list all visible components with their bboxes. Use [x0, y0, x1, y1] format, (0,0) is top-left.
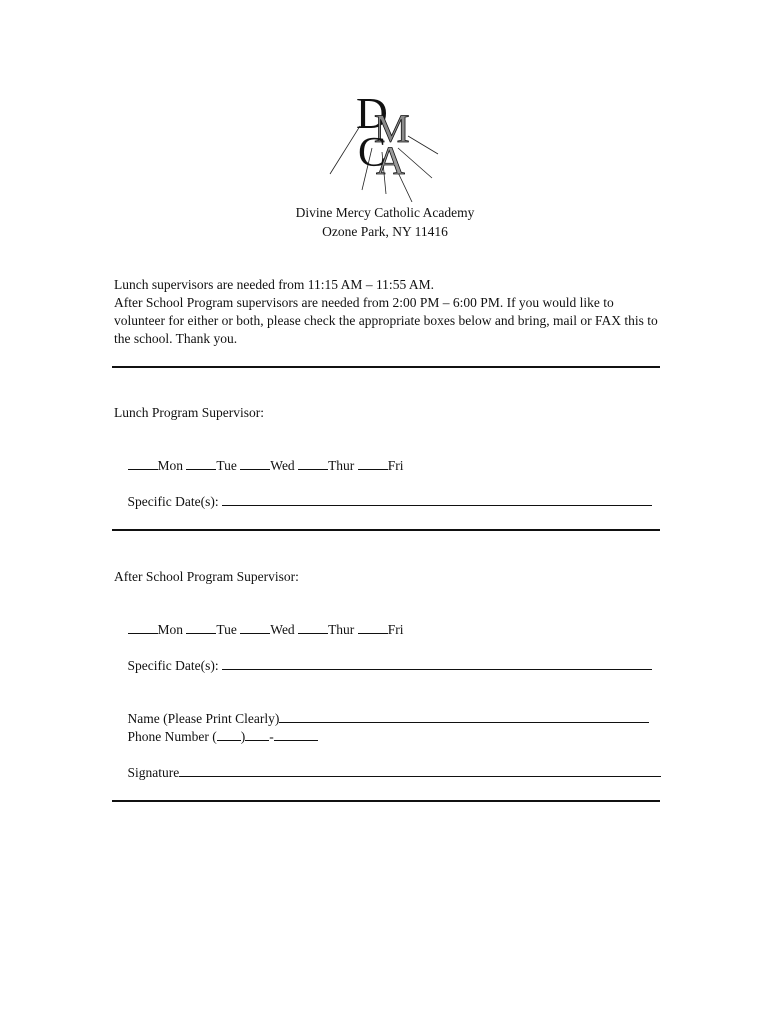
- phone-area-code-field[interactable]: [217, 728, 241, 741]
- logo-letter-a: A: [376, 138, 405, 183]
- phone-label: Phone Number (: [127, 729, 217, 744]
- after-school-dates-label: Specific Date(s):: [127, 658, 222, 673]
- lunch-mon-blank[interactable]: [128, 457, 158, 470]
- organization-address: Ozone Park, NY 11416: [322, 224, 448, 239]
- logo-letter-m: M: [374, 106, 410, 151]
- after-school-dates-row: [114, 641, 652, 690]
- lunch-wed-blank[interactable]: [240, 457, 270, 470]
- after-school-fri-blank[interactable]: [358, 621, 388, 634]
- intro-lunch-hours: Lunch supervisors are needed from 11:15 AM – 11:55 AM.: [114, 277, 434, 292]
- signature-field[interactable]: [179, 764, 661, 777]
- after-school-day-tue: Tue: [216, 622, 237, 637]
- phone-exchange-field[interactable]: [245, 728, 269, 741]
- signature-label: Signature: [127, 765, 180, 780]
- phone-line-field[interactable]: [274, 728, 318, 741]
- after-school-dates-field[interactable]: [222, 657, 652, 670]
- section-divider: [112, 366, 660, 368]
- after-school-thur-blank[interactable]: [298, 621, 328, 634]
- phone-paren-close: ): [240, 729, 246, 744]
- intro-after-school-hours: After School Program supervisors are needed from 2:00 PM – 6:00 PM. If you would like to volunteer for either or both, please check the appropriate boxes below and bring, mail or FAX this to the school. Thank you.: [114, 295, 658, 346]
- lunch-tue-blank[interactable]: [186, 457, 216, 470]
- lunch-heading: Lunch Program Supervisor:: [114, 405, 264, 420]
- name-field[interactable]: [279, 710, 649, 723]
- lunch-dates-row: [114, 477, 652, 526]
- logo-letter-d: D: [356, 89, 388, 138]
- lunch-day-wed: Wed: [270, 458, 295, 473]
- lunch-day-tue: Tue: [216, 458, 237, 473]
- after-school-day-wed: Wed: [270, 622, 295, 637]
- name-label: Name (Please Print Clearly): [127, 711, 280, 726]
- after-school-day-thur: Thur: [328, 622, 355, 637]
- dmca-logo: [320, 86, 450, 202]
- signature-row: [114, 748, 661, 797]
- phone-dash: -: [269, 729, 274, 744]
- intro-paragraph: [114, 276, 662, 348]
- organization-name: Divine Mercy Catholic Academy: [295, 205, 475, 220]
- after-school-tue-blank[interactable]: [186, 621, 216, 634]
- section-divider: [112, 800, 660, 802]
- after-school-day-fri: Fri: [387, 622, 404, 637]
- lunch-fri-blank[interactable]: [358, 457, 388, 470]
- after-school-wed-blank[interactable]: [240, 621, 270, 634]
- lunch-day-fri: Fri: [387, 458, 404, 473]
- lunch-dates-label: Specific Date(s):: [127, 494, 222, 509]
- lunch-day-mon: Mon: [157, 458, 184, 473]
- lunch-day-thur: Thur: [328, 458, 355, 473]
- after-school-day-mon: Mon: [157, 622, 184, 637]
- after-school-heading: After School Program Supervisor:: [114, 569, 299, 584]
- logo-letter-c: C: [358, 130, 387, 176]
- section-divider: [112, 529, 660, 531]
- lunch-thur-blank[interactable]: [298, 457, 328, 470]
- after-school-mon-blank[interactable]: [128, 621, 158, 634]
- lunch-dates-field[interactable]: [222, 493, 652, 506]
